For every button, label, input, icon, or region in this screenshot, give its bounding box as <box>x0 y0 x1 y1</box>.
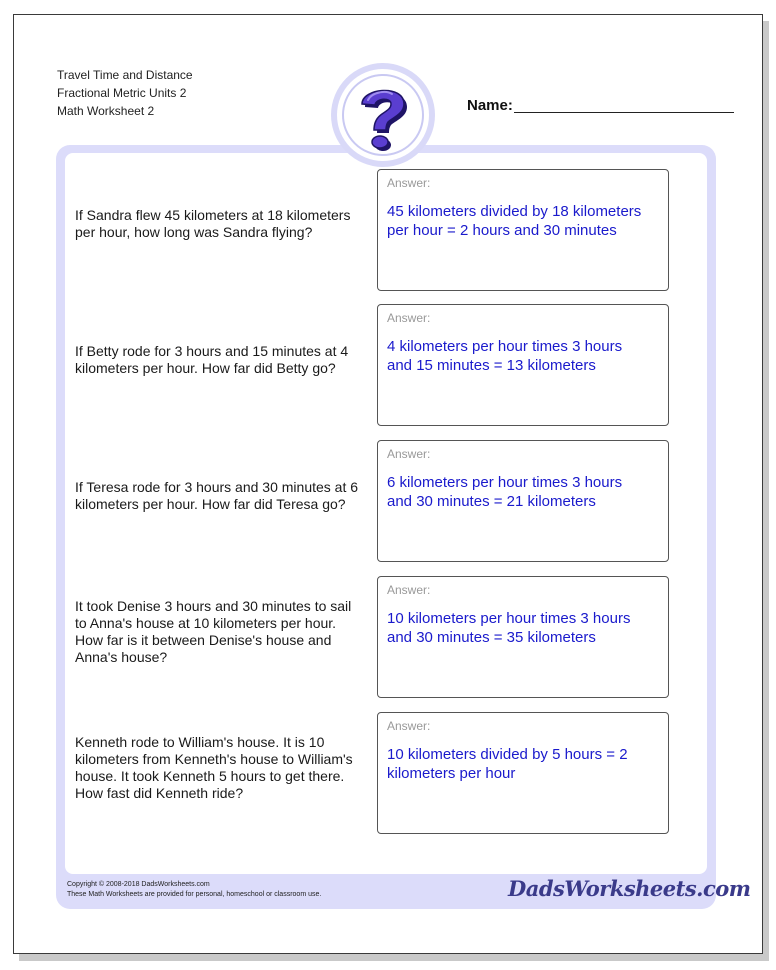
answer-text: 6 kilometers per hour times 3 hours and 30 minutes = 21 kilometers <box>387 474 623 510</box>
question-text: It took Denise 3 hours and 30 minutes to sail to Anna's house at 10 kilometers per hour. How far is it between Denise's house and Anna's house? <box>75 598 352 665</box>
answer-text: 45 kilometers divided by 18 kilometers per hour = 2 hours and 30 minutes <box>387 203 642 239</box>
answer-box[interactable] <box>377 169 669 291</box>
answer-label: Answer: <box>387 719 431 733</box>
copyright-text: Copyright © 2008-2018 DadsWorksheets.com <box>67 881 210 888</box>
answer-box[interactable] <box>377 576 669 698</box>
worksheet-title: Travel Time and Distance <box>57 68 193 82</box>
answer-box[interactable] <box>377 304 669 426</box>
question-text: If Teresa rode for 3 hours and 30 minutes at 6 kilometers per hour. How far did Teresa go? <box>75 479 359 512</box>
question-text: If Sandra flew 45 kilometers at 18 kilometers per hour, how long was Sandra flying? <box>75 207 351 240</box>
worksheet-number: Math Worksheet 2 <box>57 104 155 118</box>
answer-label: Answer: <box>387 583 431 597</box>
usage-note: These Math Worksheets are provided for personal, homeschool or classroom use. <box>67 891 322 898</box>
name-field[interactable] <box>514 112 734 113</box>
answer-text: 10 kilometers per hour times 3 hours and 30 minutes = 35 kilometers <box>387 610 631 646</box>
answer-text: 10 kilometers divided by 5 hours = 2 kilometers per hour <box>387 746 628 782</box>
question-text: If Betty rode for 3 hours and 15 minutes at 4 kilometers per hour. How far did Betty go? <box>75 343 349 376</box>
question-mark-icon <box>342 74 424 156</box>
answer-label: Answer: <box>387 447 431 461</box>
footer-copyright <box>67 880 321 900</box>
answer-label: Answer: <box>387 176 431 190</box>
name-label: Name: <box>467 97 513 114</box>
question-text: Kenneth rode to William's house. It is 10 kilometers from Kenneth's house to William's house. It took Kenneth 5 hours to get there. How fast did Kenneth ride? <box>75 734 353 801</box>
answer-box[interactable] <box>377 712 669 834</box>
answer-label: Answer: <box>387 311 431 325</box>
brand-logo: DadsWorksheets.com <box>508 876 751 901</box>
worksheet-subtitle: Fractional Metric Units 2 <box>57 86 187 100</box>
answer-box[interactable] <box>377 440 669 562</box>
answer-text: 4 kilometers per hour times 3 hours and 15 minutes = 13 kilometers <box>387 338 623 374</box>
